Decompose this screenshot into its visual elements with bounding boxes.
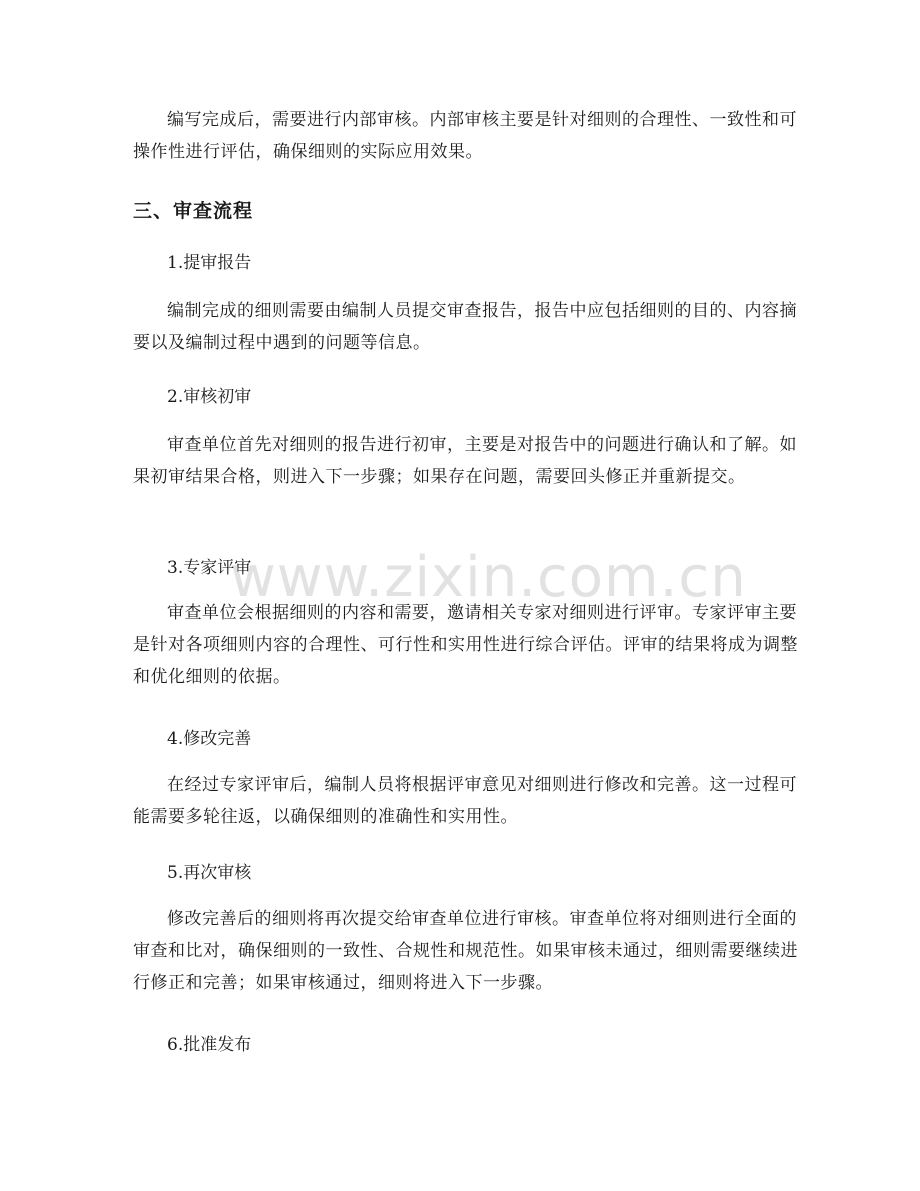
step-3-title: 3.专家评审: [167, 558, 252, 578]
step-1-body: 编制完成的细则需要由编制人员提交审查报告，报告中应包括细则的目的、内容摘要以及编制过程中遇到的问题等信息。: [133, 301, 797, 353]
step-4-title: 4.修改完善: [167, 729, 252, 749]
step-6-title: 6.批准发布: [167, 1035, 252, 1055]
step-4-body: 在经过专家评审后，编制人员将根据评审意见对细则进行修改和完善。这一过程可能需要多轮往返，以确保细则的准确性和实用性。: [133, 775, 797, 827]
step-5-body: 修改完善后的细则将再次提交给审查单位进行审核。审查单位将对细则进行全面的审查和比对，确保细则的一致性、合规性和规范性。如果审核未通过，细则需要继续进行修正和完善；如果审核通过，细则将进入下一步骤。: [133, 909, 798, 993]
step-3-body: 审查单位会根据细则的内容和需要，邀请相关专家对细则进行评审。专家评审主要是针对各项细则内容的合理性、可行性和实用性进行综合评估。评审的结果将成为调整和优化细则的依据。: [133, 603, 798, 687]
intro-paragraph: 编写完成后，需要进行内部审核。内部审核主要是针对细则的合理性、一致性和可操作性进行评估，确保细则的实际应用效果。: [133, 110, 797, 162]
step-2-title: 2.审核初审: [167, 387, 252, 407]
watermark-text: www.zixin.com.cn: [230, 545, 747, 610]
step-1-title: 1.提审报告: [167, 253, 252, 273]
section-title: 三、审查流程: [133, 200, 254, 222]
step-2-body: 审查单位首先对细则的报告进行初审，主要是对报告中的问题进行确认和了解。如果初审结果合格，则进入下一步骤；如果存在问题，需要回头修正并重新提交。: [133, 435, 797, 487]
step-5-title: 5.再次审核: [167, 863, 252, 883]
